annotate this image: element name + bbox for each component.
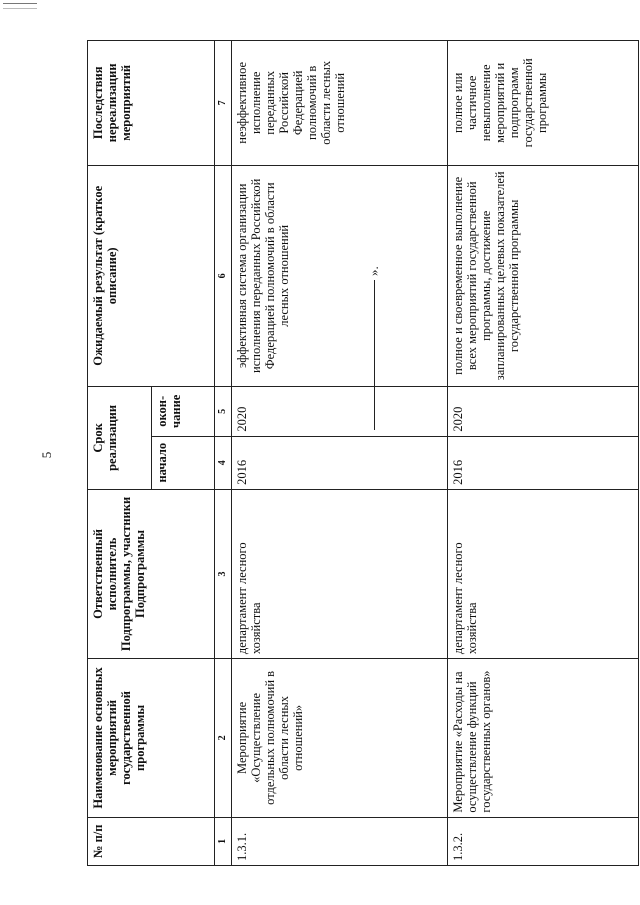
row-result: эффективная система организации исполнения переданных Российской Федерацией полномочий в области лесных отношений [232,165,448,386]
col-number: 6 [215,165,232,386]
header-result: Ожидаемый результат (краткое описание) [88,165,215,386]
header-term: Срок реализации [88,387,152,490]
col-number: 5 [215,387,232,437]
header-row [88,41,152,866]
row-result: полное и своевременное выполнение всех мероприятий государственной программы, достижение запланированных целевых показателей государственной программы [448,165,639,386]
row-num: 1.3.1. [232,817,448,865]
col-number: 4 [215,436,232,489]
row-end: 2020 [232,387,448,437]
col-number: 1 [215,817,232,865]
header-name: Наименование основных мероприятий государственной программы [88,659,215,817]
closing-quote: ». [366,266,381,276]
table-row [232,41,448,866]
scan-edge-mark [3,3,37,9]
rotated-table-wrapper [87,40,639,866]
closing-rule [374,280,375,430]
header-start: начало [151,436,215,489]
page-number: 5 [39,451,54,459]
closing-block [365,250,385,430]
table-row [448,41,639,866]
row-end: 2020 [448,387,639,437]
row-responsible: департамент лесного хозяйства [232,489,448,658]
row-start: 2016 [232,436,448,489]
row-start: 2016 [448,436,639,489]
row-consequences: полное или частичное невыполнение мероприятий и подпрограмм государственной программы [448,41,639,166]
header-num: № п/п [88,817,215,865]
row-name: Мероприятие «Осуществление отдельных полномочий в области лесных отношений» [232,659,448,817]
col-number: 3 [215,489,232,658]
header-responsible: Ответственный исполнитель Подпрограммы, участники Подпрограммы [88,489,215,658]
col-number: 2 [215,659,232,817]
header-consequences: Последствия нереализации мероприятий [88,41,215,166]
header-end: окон-чание [151,387,215,437]
measures-table [87,40,639,866]
col-number: 7 [215,41,232,166]
column-number-row [215,41,232,866]
row-consequences: неэффективное исполнение переданных Российской Федерацией полномочий в области лесных отношений [232,41,448,166]
row-num: 1.3.2. [448,817,639,865]
row-name: Мероприятие «Расходы на осуществление функций государственных органов» [448,659,639,817]
row-responsible: департамент лесного хозяйства [448,489,639,658]
